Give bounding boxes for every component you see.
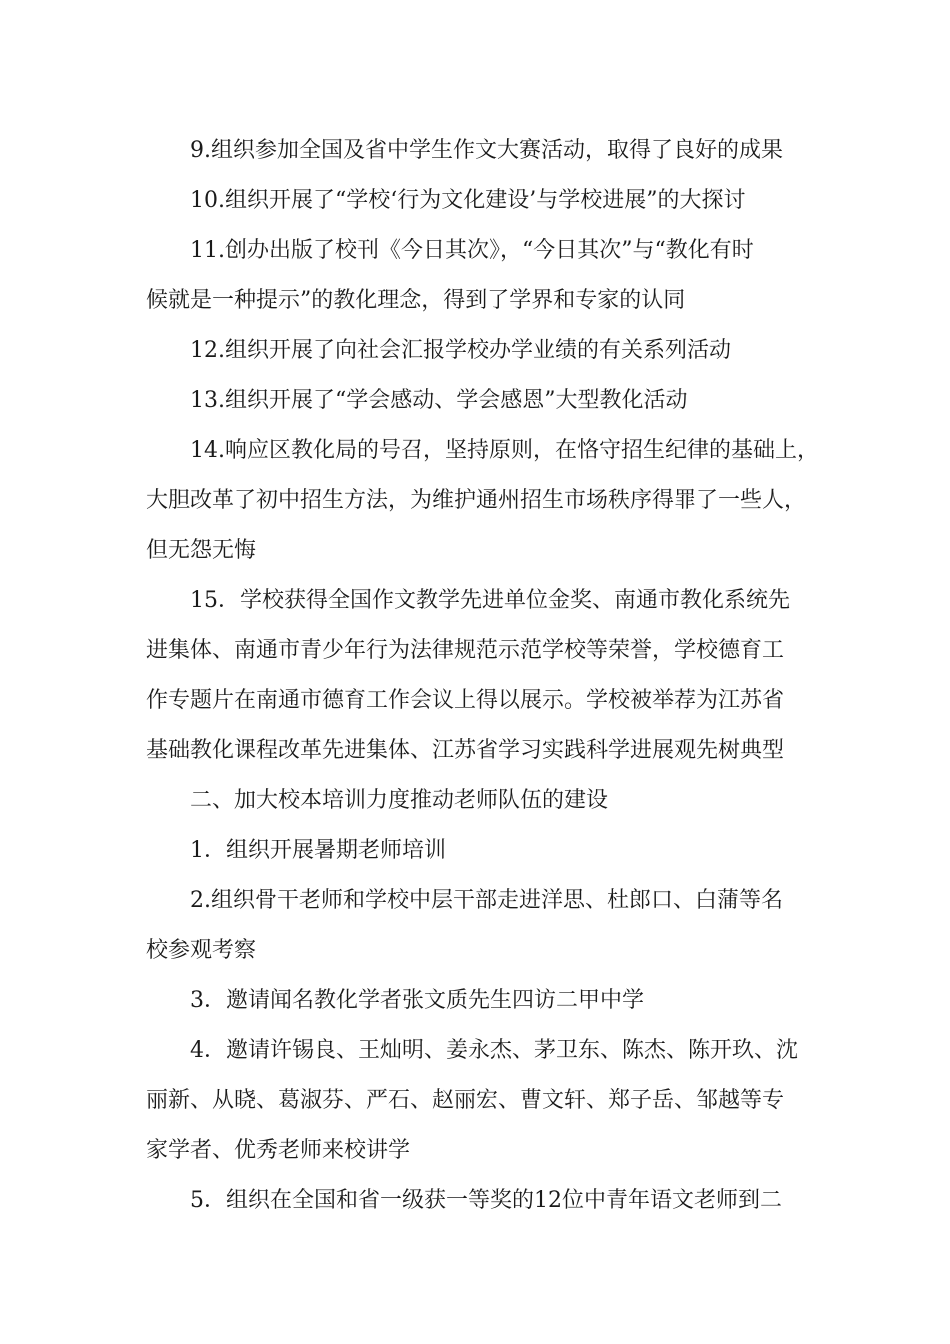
paragraph-continuation-line: 基础教化课程改革先进集体、江苏省学习实践科学进展观先树典型 (146, 738, 785, 763)
paragraph-first-line: 1．组织开展暑期老师培训 (190, 838, 446, 863)
paragraph-first-line: 15．学校获得全国作文教学先进单位金奖、南通市教化系统先 (190, 588, 790, 613)
document-body (146, 126, 836, 1226)
paragraph-first-line: 10.组织开展了“学校‘行为文化建设’与学校进展”的大探讨 (190, 188, 746, 213)
paragraph-continuation-line: 校参观考察 (146, 938, 257, 963)
paragraph-first-line: 12.组织开展了向社会汇报学校办学业绩的有关系列活动 (190, 338, 731, 363)
paragraph-first-line: 3．邀请闻名教化学者张文质先生四访二甲中学 (190, 988, 644, 1013)
paragraph (146, 876, 836, 976)
paragraph (146, 176, 836, 226)
paragraph (146, 576, 836, 776)
paragraph (146, 976, 836, 1026)
paragraph-first-line: 9.组织参加全国及省中学生作文大赛活动，取得了良好的成果 (190, 138, 783, 163)
paragraph-continuation-line: 家学者、优秀老师来校讲学 (146, 1138, 411, 1163)
paragraph (146, 226, 836, 326)
paragraph-continuation-line: 候就是一种提示”的教化理念，得到了学界和专家的认同 (146, 288, 686, 313)
paragraph-first-line: 二、加大校本培训力度推动老师队伍的建设 (190, 788, 609, 813)
paragraph-continuation-line: 但无怨无悔 (146, 538, 257, 563)
paragraph-continuation-line: 大胆改革了初中招生方法，为维护通州招生市场秩序得罪了一些人， (146, 488, 807, 513)
paragraph-continuation-line: 进集体、南通市青少年行为法律规范示范学校等荣誉，学校德育工 (146, 638, 785, 663)
paragraph (146, 826, 836, 876)
paragraph-first-line: 11.创办出版了校刊《今日其次》，“今日其次”与“教化有时 (190, 238, 754, 263)
paragraph-continuation-line: 丽新、从晓、葛淑芬、严石、赵丽宏、曹文轩、郑子岳、邹越等专 (146, 1088, 785, 1113)
paragraph (146, 126, 836, 176)
paragraph-continuation-line: 作专题片在南通市德育工作会议上得以展示。学校被举荐为江苏省 (146, 688, 785, 713)
paragraph (146, 1176, 836, 1226)
paragraph (146, 376, 836, 426)
paragraph-first-line: 4．邀请许锡良、王灿明、姜永杰、茅卫东、陈杰、陈开玖、沈 (190, 1038, 798, 1063)
paragraph-first-line: 2.组织骨干老师和学校中层干部走进洋思、杜郎口、白蒲等名 (190, 888, 783, 913)
paragraph-first-line: 5．组织在全国和省一级获一等奖的12位中青年语文老师到二 (190, 1188, 782, 1213)
paragraph-first-line: 13.组织开展了“学会感动、学会感恩”大型教化活动 (190, 388, 688, 413)
paragraph (146, 1026, 836, 1176)
paragraph (146, 326, 836, 376)
paragraph (146, 426, 836, 576)
paragraph (146, 776, 836, 826)
paragraph-first-line: 14.响应区教化局的号召，坚持原则，在恪守招生纪律的基础上， (190, 438, 819, 463)
